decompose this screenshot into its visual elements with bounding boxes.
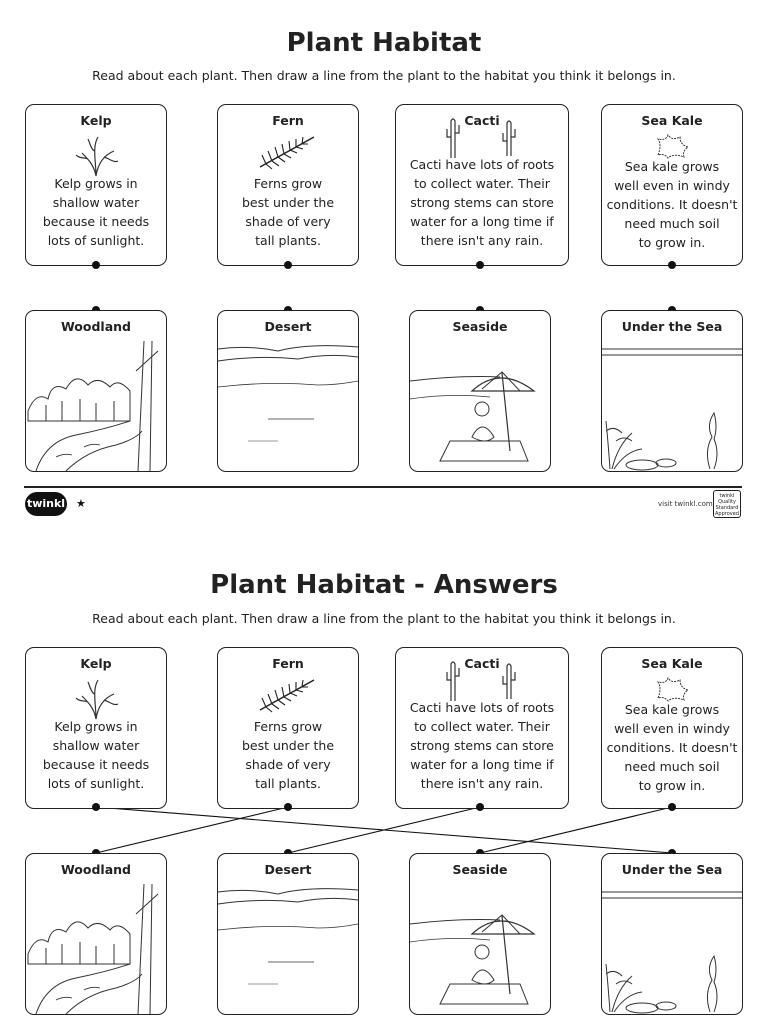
habitat-name: Under the Sea	[621, 862, 723, 877]
star-icon: ★	[76, 497, 86, 510]
cactus-icon	[442, 658, 464, 702]
fern-icon	[256, 674, 320, 714]
plant-card-fern	[217, 647, 359, 809]
plant-description: Kelp grows in shallow water because it needs lots of sunlight.	[42, 719, 150, 791]
answer-line-fern-woodland	[96, 807, 288, 853]
plant-name: Fern	[272, 113, 304, 128]
plant-name: Cacti	[464, 113, 500, 128]
plant-name: Fern	[272, 656, 304, 671]
plant-name: Kelp	[80, 113, 112, 128]
plant-description: Sea kale grows well even in windy conditions. It doesn't need much soil to grow in.	[606, 702, 738, 793]
answer-line-cacti-desert	[288, 807, 480, 853]
answers-instructions: Read about each plant. Then draw a line from the plant to the habitat you think it belongs in.	[92, 611, 676, 626]
desert-scene	[218, 884, 358, 1014]
habitat-name: Seaside	[452, 319, 508, 334]
plant-card-cacti	[395, 647, 569, 809]
plant-name: Kelp	[80, 656, 112, 671]
answer-line-sea-kale-seaside	[480, 807, 672, 853]
kelp-icon	[74, 676, 120, 720]
habitat-card-under-the-sea	[601, 853, 743, 1015]
quality-badge: twinkl Quality Standard Approved	[713, 490, 741, 518]
plant-description: Ferns grow best under the shade of very tall plants.	[241, 176, 335, 248]
plant-name: Sea Kale	[641, 113, 703, 128]
habitat-card-desert	[217, 853, 359, 1015]
visit-link[interactable]: visit twinkl.com	[658, 500, 713, 508]
plant-description: Cacti have lots of roots to collect water. Their strong stems can store water for a long time if there isn't any rain.	[409, 700, 555, 791]
worksheet-title: Plant Habitat	[286, 28, 482, 58]
plant-name: Cacti	[464, 656, 500, 671]
connector-dot[interactable]	[668, 803, 676, 811]
connector-dot[interactable]	[92, 803, 100, 811]
habitat-name: Desert	[264, 319, 312, 334]
twinkl-logo: twinkl	[25, 492, 67, 516]
habitat-name: Woodland	[60, 862, 132, 877]
worksheet-instructions: Read about each plant. Then draw a line from the plant to the habitat you think it belongs in.	[92, 68, 676, 83]
plant-description: Kelp grows in shallow water because it needs lots of sunlight.	[42, 176, 150, 248]
woodland-scene	[26, 884, 166, 1014]
cactus-icon	[498, 660, 520, 700]
plant-card-sea-kale	[601, 647, 743, 809]
habitat-name: Woodland	[60, 319, 132, 334]
plant-description: Ferns grow best under the shade of very tall plants.	[241, 719, 335, 791]
plant-card-kelp	[25, 647, 167, 809]
habitat-card-woodland	[25, 853, 167, 1015]
habitat-name: Seaside	[452, 862, 508, 877]
connector-dot[interactable]	[284, 803, 292, 811]
plant-name: Sea Kale	[641, 656, 703, 671]
seaside-scene	[410, 884, 550, 1014]
habitat-card-seaside	[409, 853, 551, 1015]
plant-description: Cacti have lots of roots to collect water. Their strong stems can store water for a long time if there isn't any rain.	[409, 157, 555, 248]
plant-description: Sea kale grows well even in windy conditions. It doesn't need much soil to grow in.	[606, 159, 738, 250]
habitat-name: Desert	[264, 862, 312, 877]
under-the-sea-scene	[602, 884, 742, 1014]
answers-title: Plant Habitat - Answers	[210, 570, 558, 600]
connector-dot[interactable]	[476, 803, 484, 811]
sea-kale-icon	[654, 674, 692, 702]
habitat-name: Under the Sea	[621, 319, 723, 334]
